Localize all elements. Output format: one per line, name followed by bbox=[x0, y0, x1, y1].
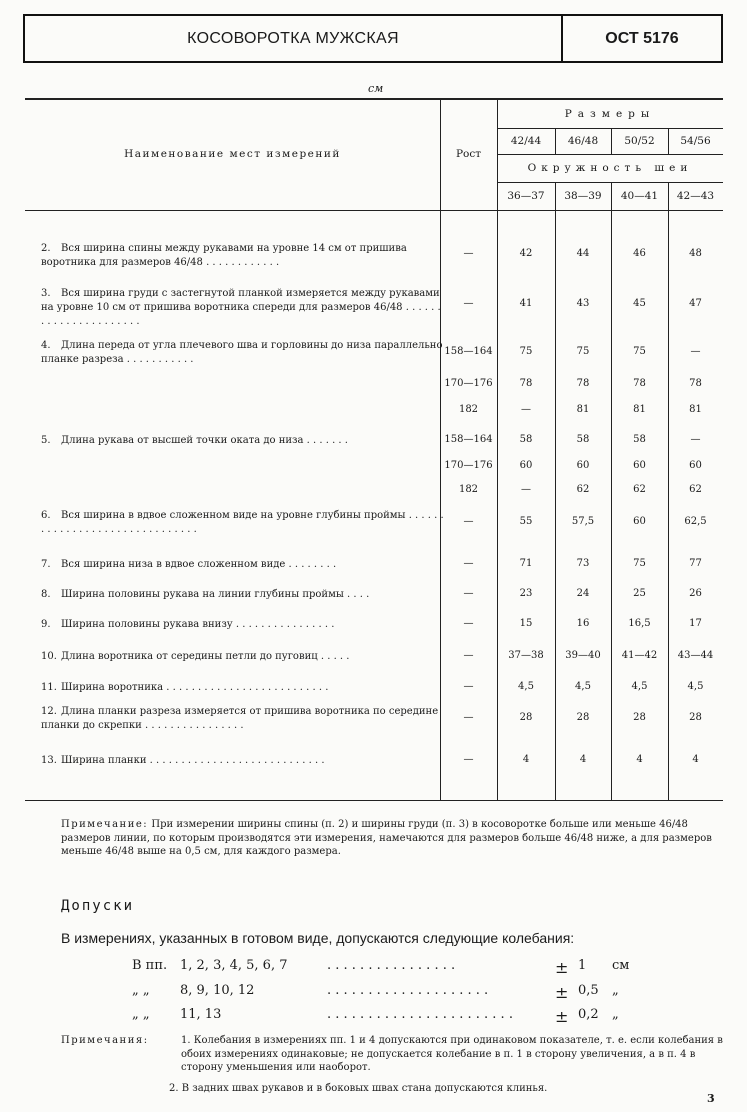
measurement-number: 8. bbox=[41, 589, 51, 600]
measurement-number: 4. bbox=[41, 340, 51, 351]
neck-size: 40—41 bbox=[620, 190, 659, 202]
measurement-number: 2. bbox=[41, 243, 51, 254]
value-cell: 75 bbox=[633, 346, 646, 357]
value-cell: 57,5 bbox=[571, 516, 595, 527]
tolerance-row bbox=[132, 958, 652, 976]
value-cell: 46 bbox=[633, 248, 646, 259]
value-cell: 4,5 bbox=[518, 681, 534, 692]
value-cell: 58 bbox=[633, 434, 646, 445]
value-cell: 26 bbox=[689, 588, 702, 599]
column-header-name: Наименование мест измерений bbox=[124, 148, 341, 160]
measurement-text: Длина переда от угла плечевого шва и горловины до низа параллельно планке разреза . . . . . . . . . . . bbox=[41, 340, 443, 365]
value-cell: 4,5 bbox=[687, 681, 704, 692]
value-cell: 16,5 bbox=[628, 618, 651, 629]
value-cell: 23 bbox=[519, 588, 533, 599]
measurement-number: 5. bbox=[41, 435, 51, 446]
measurement-number: 9. bbox=[41, 619, 51, 630]
measurement-name bbox=[41, 588, 447, 602]
value-cell: 55 bbox=[519, 516, 533, 527]
neck-size: 42—43 bbox=[676, 190, 715, 202]
tolerance-dots: . . . . . . . . . . . . . . . . . . . . . . . bbox=[327, 1007, 513, 1022]
value-cell: — bbox=[521, 404, 531, 415]
value-cell: 41 bbox=[519, 298, 533, 309]
value-cell: 25 bbox=[633, 588, 646, 599]
notes-label: Примечания: bbox=[61, 1035, 149, 1046]
value-cell: 75 bbox=[519, 346, 533, 357]
value-cell: 16 bbox=[576, 618, 590, 629]
measurement-number: 7. bbox=[41, 559, 51, 570]
value-cell: — bbox=[690, 434, 701, 445]
height-cell: — bbox=[463, 588, 474, 599]
value-cell: 78 bbox=[576, 378, 590, 389]
page-number: 3 bbox=[707, 1092, 715, 1105]
measurement-name bbox=[41, 681, 447, 695]
height-cell: — bbox=[463, 754, 474, 765]
measurement-text: Ширина воротника . . . . . . . . . . . . . . . . . . . . . . . . . . bbox=[61, 682, 329, 693]
value-cell: 47 bbox=[689, 298, 702, 309]
value-cell: 48 bbox=[689, 248, 702, 259]
value-cell: 4,5 bbox=[575, 681, 591, 692]
tolerance-row bbox=[132, 1007, 652, 1025]
value-cell: 75 bbox=[633, 558, 646, 569]
measurements-table bbox=[25, 98, 723, 800]
tolerance-dots: . . . . . . . . . . . . . . . . . . . . bbox=[327, 983, 489, 998]
neck-size: 38—39 bbox=[564, 190, 602, 202]
column-header-height: Рост bbox=[455, 148, 482, 160]
height-cell: 182 bbox=[458, 404, 479, 415]
measurement-name bbox=[41, 558, 447, 572]
value-cell: 81 bbox=[689, 404, 702, 415]
height-cell: — bbox=[463, 558, 474, 569]
measurement-name bbox=[41, 618, 447, 632]
tolerance-items: 11, 13 bbox=[180, 1007, 222, 1022]
height-cell: — bbox=[463, 681, 474, 692]
table-note bbox=[61, 818, 727, 859]
value-cell: 58 bbox=[519, 434, 533, 445]
measurement-text: Вся ширина низа в вдвое сложенном виде . . . . . . . . bbox=[61, 559, 337, 570]
value-cell: 43 bbox=[576, 298, 590, 309]
size-header: 46/48 bbox=[567, 135, 599, 147]
value-cell: 37—38 bbox=[508, 650, 544, 661]
tolerances-heading: Допуски bbox=[61, 898, 135, 914]
tolerances-intro: В измерениях, указанных в готовом виде, допускаются следующие колебания: bbox=[61, 930, 575, 946]
value-cell: 73 bbox=[576, 558, 590, 569]
standard-number: ОСТ 5176 bbox=[605, 29, 679, 47]
value-cell: 78 bbox=[519, 378, 533, 389]
plus-minus-sign: ± bbox=[555, 958, 569, 977]
measurement-text: Ширина половины рукава внизу . . . . . . . . . . . . . . . . bbox=[61, 619, 335, 630]
value-cell: 60 bbox=[633, 460, 646, 471]
measurement-number: 10. bbox=[41, 651, 57, 662]
value-cell: 39—40 bbox=[565, 650, 601, 661]
tolerance-value: 0,5 bbox=[578, 983, 599, 998]
value-cell: 43—44 bbox=[677, 650, 714, 661]
tolerance-notes bbox=[61, 1034, 727, 1095]
value-cell: 4 bbox=[579, 754, 587, 765]
value-cell: 81 bbox=[576, 404, 590, 415]
plus-minus-sign: ± bbox=[555, 983, 569, 1002]
measurement-number: 11. bbox=[41, 682, 57, 693]
tolerance-row bbox=[132, 983, 652, 1001]
measurement-text: Вся ширина груди с застегнутой планкой измеряется между рукавами на уровне 10 см от пришива воротника спереди для размеров 46/48 . . . . . . . . . . . . . . . . . . . . . . bbox=[41, 288, 441, 327]
neck-size: 36—37 bbox=[507, 190, 545, 202]
value-cell: 24 bbox=[576, 588, 590, 599]
tolerance-unit: „ bbox=[612, 1007, 619, 1022]
measurement-text: Длина воротника от середины петли до пуговиц . . . . . bbox=[61, 651, 350, 662]
measurement-name bbox=[41, 287, 447, 329]
height-cell: — bbox=[463, 650, 474, 661]
height-cell: — bbox=[463, 248, 474, 259]
note-text: При измерении ширины спины (п. 2) и ширины груди (п. 3) в косоворотке больше или меньше 46/48 размеров линии, по которым производятся эти измерения, намечаются для размеров больше 46/48 ниже, а для размеров меньше 46/48 выше на 0,5 см, для каждого размера. bbox=[61, 819, 712, 857]
value-cell: 4 bbox=[636, 754, 643, 765]
value-cell: 17 bbox=[689, 618, 702, 629]
size-header: 50/52 bbox=[624, 135, 655, 147]
value-cell: 81 bbox=[633, 404, 646, 415]
value-cell: 60 bbox=[576, 460, 590, 471]
document-title: КОСОВОРОТКА МУЖСКАЯ bbox=[25, 16, 563, 61]
value-cell: 71 bbox=[519, 558, 533, 569]
value-cell: 41—42 bbox=[621, 650, 658, 661]
value-cell: 28 bbox=[633, 712, 646, 723]
height-cell: 182 bbox=[458, 484, 479, 495]
measurement-text: Вся ширина в вдвое сложенном виде на уровне глубины проймы . . . . . . . . . . . . . . . . . . . . . . . . . . . . . . . bbox=[41, 510, 444, 535]
height-cell: 158—164 bbox=[444, 434, 493, 445]
note-item: 2. В задних швах рукавов и в боковых швах стана допускаются клинья. bbox=[169, 1082, 548, 1094]
value-cell: 58 bbox=[576, 434, 590, 445]
measurement-text: Ширина половины рукава на линии глубины проймы . . . . bbox=[61, 589, 370, 600]
value-cell: 62,5 bbox=[684, 516, 707, 527]
height-cell: 170—176 bbox=[444, 378, 493, 389]
value-cell: 62 bbox=[689, 484, 702, 495]
measurement-name bbox=[41, 650, 447, 664]
tolerance-prefix: „ „ bbox=[132, 983, 150, 998]
note-item: 1. Колебания в измерениях пп. 1 и 4 допускаются при одинаковом показателе, т. е. если колебания в обоих измерениях одинаковые; не допускается колебание в п. 1 в сторону увеличения, а в п. 4 в сторону уменьшения или наоборот. bbox=[181, 1035, 723, 1073]
neck-header: Окружность шеи bbox=[527, 162, 693, 174]
value-cell: 44 bbox=[576, 248, 590, 259]
tolerance-unit: „ bbox=[612, 983, 619, 998]
sizes-header: Размеры bbox=[564, 108, 656, 120]
value-cell: 60 bbox=[519, 460, 533, 471]
height-cell: — bbox=[463, 298, 474, 309]
value-cell: 28 bbox=[576, 712, 590, 723]
tolerance-value: 0,2 bbox=[578, 1007, 599, 1022]
value-cell: 28 bbox=[689, 712, 702, 723]
value-cell: 45 bbox=[633, 298, 646, 309]
tolerance-unit: см bbox=[612, 958, 630, 973]
value-cell: 15 bbox=[519, 618, 533, 629]
plus-minus-sign: ± bbox=[555, 1007, 569, 1026]
tolerance-dots: . . . . . . . . . . . . . . . . bbox=[327, 958, 456, 973]
note-label: Примечание: bbox=[61, 819, 149, 830]
measurement-name bbox=[41, 509, 447, 537]
value-cell: 78 bbox=[689, 378, 702, 389]
value-cell: 60 bbox=[633, 516, 646, 527]
height-cell: — bbox=[463, 618, 474, 629]
value-cell: 62 bbox=[633, 484, 646, 495]
size-header: 54/56 bbox=[680, 135, 711, 147]
value-cell: 77 bbox=[689, 558, 702, 569]
measurement-text: Длина рукава от высшей точки оката до низа . . . . . . . bbox=[61, 435, 348, 446]
value-cell: 78 bbox=[633, 378, 646, 389]
tolerance-items: 8, 9, 10, 12 bbox=[180, 983, 255, 998]
tolerance-prefix: „ „ bbox=[132, 1007, 150, 1022]
height-cell: 158—164 bbox=[444, 346, 493, 357]
tolerance-prefix: В пп. bbox=[132, 958, 168, 973]
value-cell: 28 bbox=[519, 712, 533, 723]
measurement-text: Длина планки разреза измеряется от пришива воротника по середине планки до скрепки . . . . . . . . . . . . . . . . bbox=[41, 706, 439, 731]
measurement-number: 6. bbox=[41, 510, 51, 521]
document-header bbox=[23, 14, 723, 63]
height-cell: — bbox=[463, 712, 474, 723]
size-header: 42/44 bbox=[510, 135, 542, 147]
measurement-name bbox=[41, 434, 447, 448]
value-cell: 42 bbox=[519, 248, 533, 259]
measurement-name bbox=[41, 339, 447, 367]
measurement-number: 12. bbox=[41, 706, 57, 717]
measurement-number: 3. bbox=[41, 288, 51, 299]
value-cell: — bbox=[521, 484, 531, 495]
measurement-text: Ширина планки . . . . . . . . . . . . . . . . . . . . . . . . . . . . bbox=[61, 755, 325, 766]
measurement-name bbox=[41, 705, 447, 733]
measurement-name bbox=[41, 754, 447, 768]
value-cell: 4,5 bbox=[631, 681, 648, 692]
value-cell: 4 bbox=[522, 754, 530, 765]
measurement-text: Вся ширина спины между рукавами на уровне 14 см от пришива воротника для размеров 46/48 . . . . . . . . . . . . bbox=[41, 243, 407, 268]
value-cell: 4 bbox=[692, 754, 699, 765]
measurement-name bbox=[41, 242, 447, 270]
value-cell: — bbox=[690, 346, 701, 357]
value-cell: 75 bbox=[576, 346, 590, 357]
unit-label: см bbox=[368, 82, 384, 95]
tolerance-value: 1 bbox=[578, 958, 587, 973]
value-cell: 62 bbox=[576, 484, 590, 495]
value-cell: 60 bbox=[689, 460, 702, 471]
tolerance-items: 1, 2, 3, 4, 5, 6, 7 bbox=[180, 958, 288, 973]
height-cell: 170—176 bbox=[444, 460, 493, 471]
height-cell: — bbox=[463, 516, 474, 527]
measurement-number: 13. bbox=[41, 755, 57, 766]
